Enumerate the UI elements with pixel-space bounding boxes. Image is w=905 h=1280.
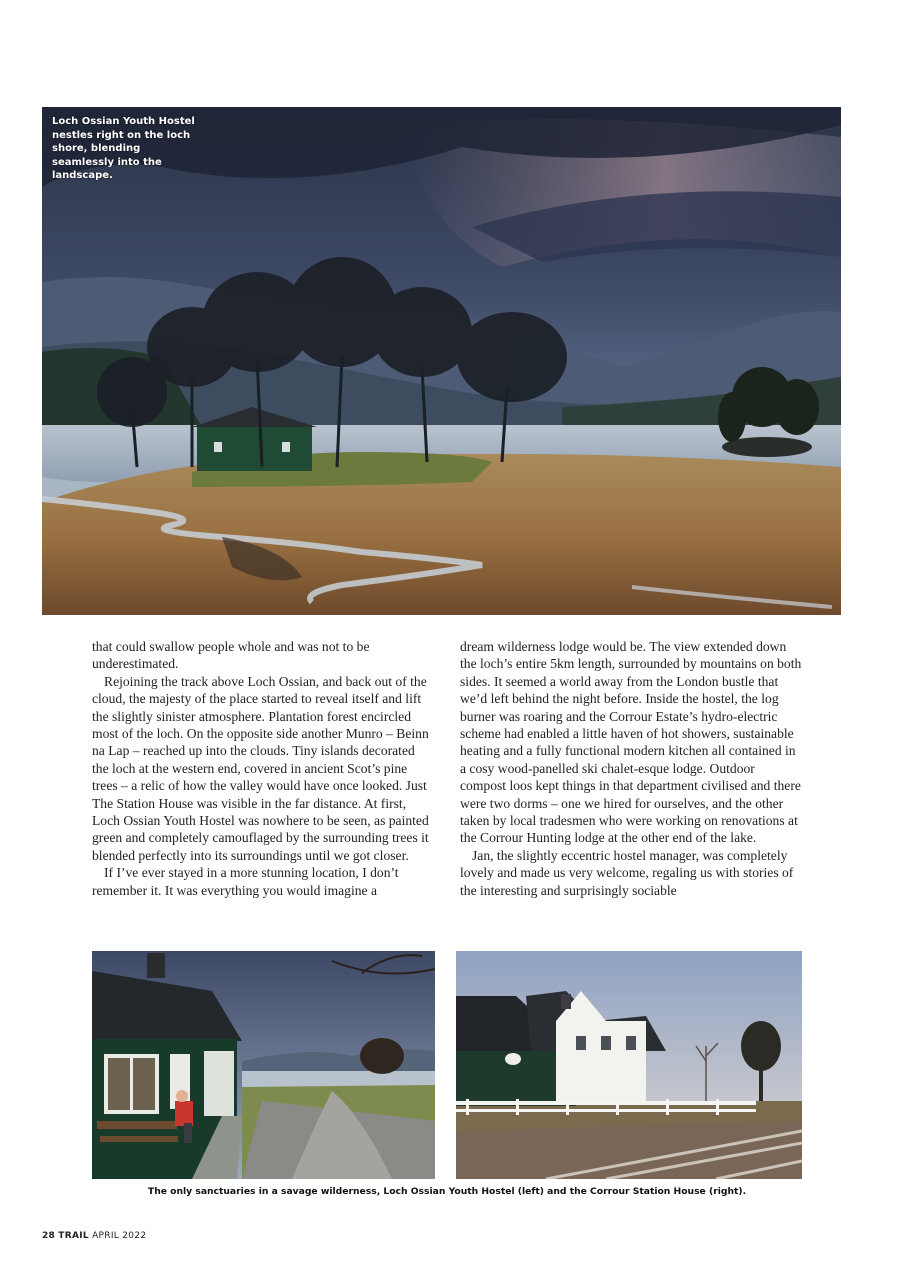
corrour-station-house-image [456, 951, 802, 1179]
paragraph: dream wilderness lodge would be. The view extended down the loch’s entire 5km length, surrounded by mountains on both sides. It seemed a world away from the London bustle that we’d left behind the night before. Inside the hostel, the log burner was roaring and the Corrour Estate’s hydro-electric scheme had enabled a little haven of hot showers, sustainable heating and a fully functional modern kitchen all contained in a cosy wood-panelled ski chalet-esque lodge. Outdoor compost loos kept things in that department civilised and there were two dorms – one we hired for ourselves, and the other taken by local tradesmen who were working on renovations at the Corrour Hunting lodge at the other end of the lake. [460, 639, 802, 846]
loch-landscape-image [42, 107, 841, 615]
station-house-photo [456, 951, 802, 1179]
paragraph: Rejoining the track above Loch Ossian, and back out of the cloud, the majesty of the place started to reveal itself and lift the slightly sinister atmosphere. Plantation forest encircled most of the loch. On the opposite side another Munro – Beinn na Lap – reached up into the clouds. Tiny islands decorated the loch at the western end, covered in ancient Scot’s pine trees – a relic of how the valley would have once looked. Just The Station House was visible in the far distance. At first, Loch Ossian Youth Hostel was nowhere to be seen, as painted green and completely camouflaged by the surrounding trees it blended perfectly into its surroundings until we got closer. [92, 673, 429, 863]
hero-caption: Loch Ossian Youth Hostel nestles right on the loch shore, blending seamlessly into the landscape. [52, 116, 195, 181]
hostel-photo [92, 951, 435, 1179]
magazine-name: TRAIL [58, 1231, 89, 1241]
page-number: 28 [42, 1231, 56, 1241]
paragraph: Jan, the slightly eccentric hostel manager, was completely lovely and made us very welcome, regaling us with stories of the interesting and surprisingly sociable [460, 847, 794, 898]
photo-caption: The only sanctuaries in a savage wilderness, Loch Ossian Youth Hostel (left) and the Corrour Station House (right). [147, 1186, 747, 1197]
youth-hostel-image [92, 951, 435, 1179]
article-column-right [460, 638, 804, 899]
issue-date: APRIL 2022 [92, 1231, 147, 1241]
page-folio [42, 1231, 146, 1241]
paragraph: If I’ve ever stayed in a more stunning location, I don’t remember it. It was everything you would imagine a [92, 865, 399, 898]
paragraph: that could swallow people whole and was not to be underestimated. [92, 639, 370, 672]
hero-photo [42, 107, 841, 615]
article-column-left [92, 638, 434, 899]
